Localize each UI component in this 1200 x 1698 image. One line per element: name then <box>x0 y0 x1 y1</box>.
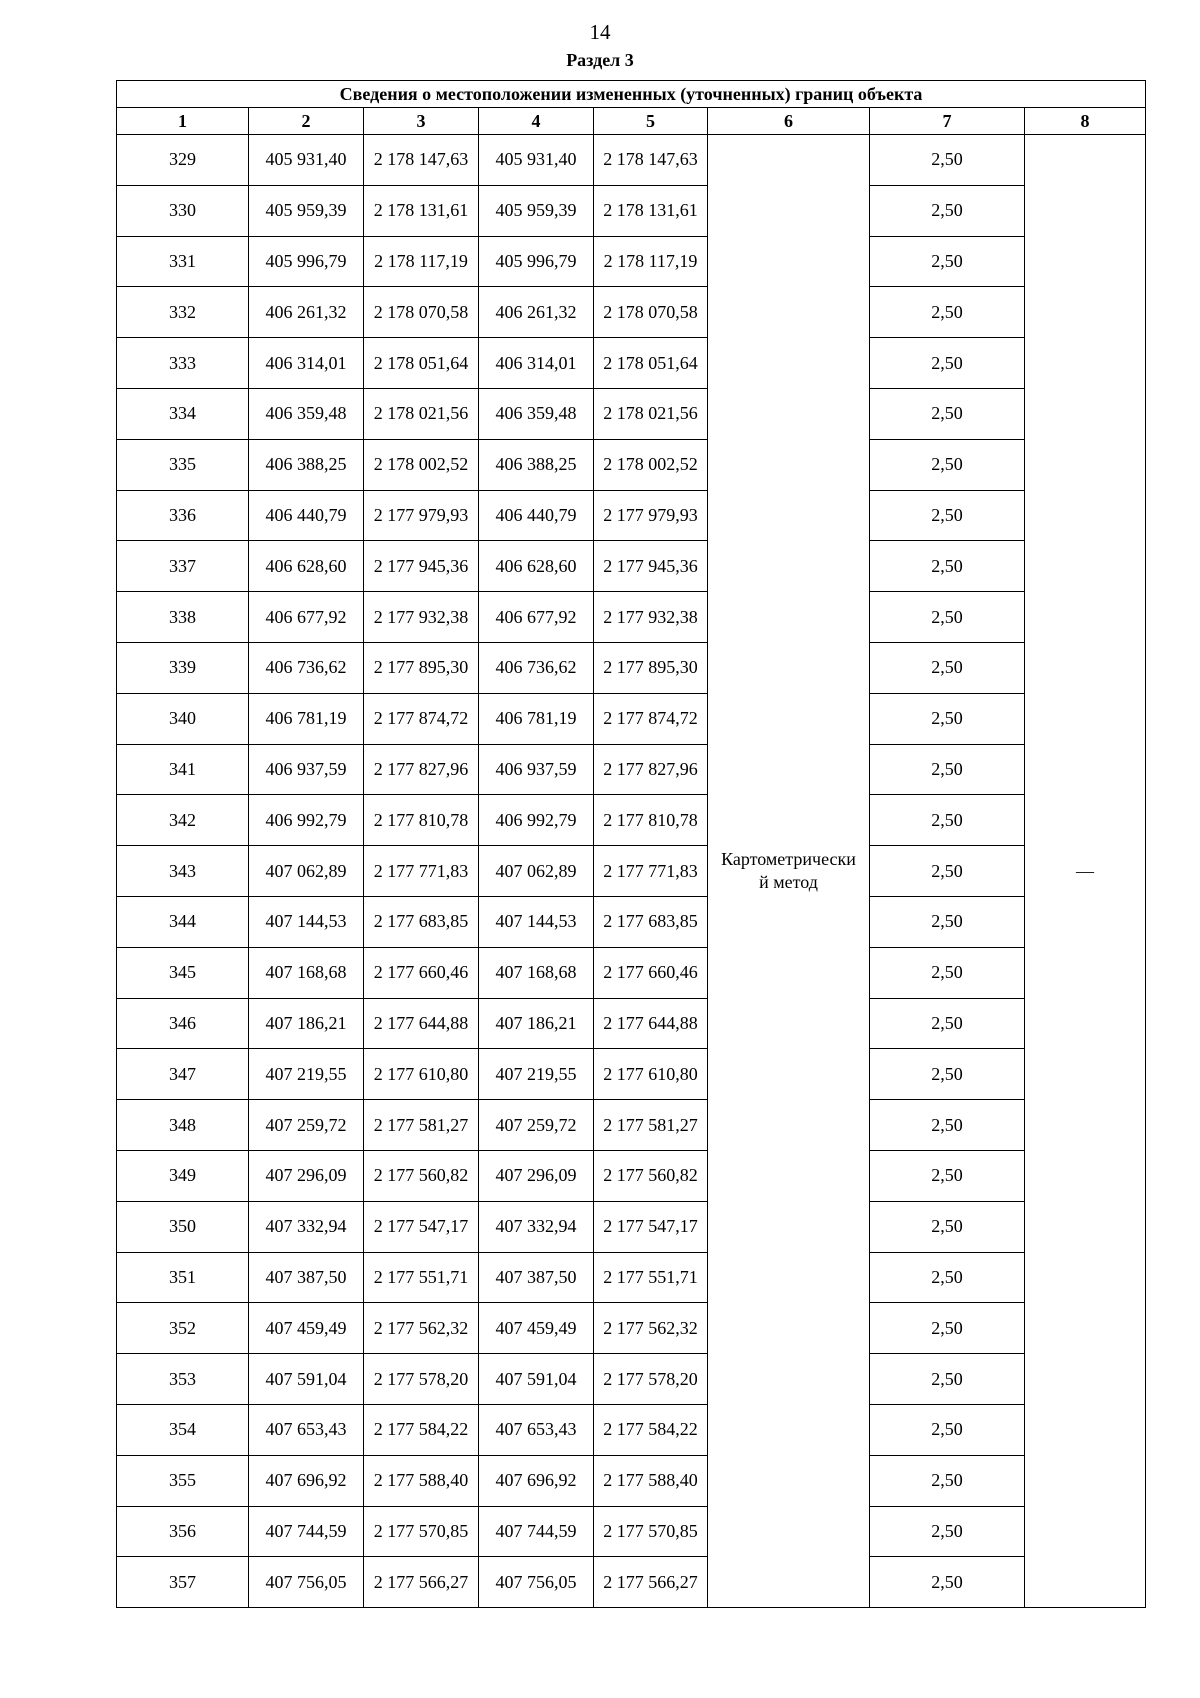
point-number-cell: 341 <box>117 744 249 795</box>
accuracy-cell: 2,50 <box>870 1557 1025 1608</box>
new-x-cell: 407 387,50 <box>479 1252 594 1303</box>
old-x-cell: 407 591,04 <box>249 1354 364 1405</box>
column-number-4: 4 <box>479 108 594 135</box>
new-y-cell: 2 178 021,56 <box>594 388 708 439</box>
new-y-cell: 2 178 051,64 <box>594 338 708 389</box>
new-x-cell: 406 992,79 <box>479 795 594 846</box>
accuracy-cell: 2,50 <box>870 947 1025 998</box>
new-x-cell: 407 186,21 <box>479 998 594 1049</box>
old-y-cell: 2 177 547,17 <box>364 1201 479 1252</box>
column-number-7: 7 <box>870 108 1025 135</box>
page-number: 14 <box>589 20 611 44</box>
table-row <box>117 1100 1146 1151</box>
new-y-cell: 2 177 932,38 <box>594 592 708 643</box>
point-number-cell: 357 <box>117 1557 249 1608</box>
old-y-cell: 2 177 660,46 <box>364 947 479 998</box>
new-x-cell: 406 781,19 <box>479 693 594 744</box>
old-y-cell: 2 178 131,61 <box>364 185 479 236</box>
old-x-cell: 406 388,25 <box>249 439 364 490</box>
table-row <box>117 795 1146 846</box>
new-x-cell: 405 959,39 <box>479 185 594 236</box>
point-number-cell: 332 <box>117 287 249 338</box>
old-y-cell: 2 177 644,88 <box>364 998 479 1049</box>
old-y-cell: 2 177 874,72 <box>364 693 479 744</box>
method-text-line2: й метод <box>759 872 818 893</box>
old-y-cell: 2 177 683,85 <box>364 896 479 947</box>
table-row <box>117 1303 1146 1354</box>
old-x-cell: 407 259,72 <box>249 1100 364 1151</box>
new-y-cell: 2 178 117,19 <box>594 236 708 287</box>
new-x-cell: 406 677,92 <box>479 592 594 643</box>
section-title: Раздел 3 <box>566 50 634 70</box>
old-y-cell: 2 177 610,80 <box>364 1049 479 1100</box>
old-y-cell: 2 177 581,27 <box>364 1100 479 1151</box>
new-y-cell: 2 177 874,72 <box>594 693 708 744</box>
accuracy-cell: 2,50 <box>870 693 1025 744</box>
new-x-cell: 407 259,72 <box>479 1100 594 1151</box>
old-y-cell: 2 177 584,22 <box>364 1404 479 1455</box>
table-row <box>117 1557 1146 1608</box>
table-row <box>117 541 1146 592</box>
old-x-cell: 407 296,09 <box>249 1150 364 1201</box>
new-x-cell: 407 062,89 <box>479 846 594 897</box>
accuracy-cell: 2,50 <box>870 1100 1025 1151</box>
old-y-cell: 2 177 560,82 <box>364 1150 479 1201</box>
point-number-cell: 345 <box>117 947 249 998</box>
table-row <box>117 338 1146 389</box>
old-y-cell: 2 178 002,52 <box>364 439 479 490</box>
accuracy-cell: 2,50 <box>870 1049 1025 1100</box>
new-y-cell: 2 177 827,96 <box>594 744 708 795</box>
new-y-cell: 2 178 002,52 <box>594 439 708 490</box>
old-y-cell: 2 177 562,32 <box>364 1303 479 1354</box>
point-number-cell: 329 <box>117 135 249 186</box>
old-y-cell: 2 177 827,96 <box>364 744 479 795</box>
accuracy-cell: 2,50 <box>870 185 1025 236</box>
point-number-cell: 352 <box>117 1303 249 1354</box>
old-y-cell: 2 177 551,71 <box>364 1252 479 1303</box>
table-row <box>117 388 1146 439</box>
old-y-cell: 2 177 979,93 <box>364 490 479 541</box>
accuracy-cell: 2,50 <box>870 1252 1025 1303</box>
point-number-cell: 350 <box>117 1201 249 1252</box>
point-number-cell: 343 <box>117 846 249 897</box>
column-number-6: 6 <box>708 108 870 135</box>
accuracy-cell: 2,50 <box>870 1303 1025 1354</box>
old-y-cell: 2 178 070,58 <box>364 287 479 338</box>
new-x-cell: 407 332,94 <box>479 1201 594 1252</box>
old-y-cell: 2 178 021,56 <box>364 388 479 439</box>
table-row <box>117 287 1146 338</box>
new-y-cell: 2 177 979,93 <box>594 490 708 541</box>
table-row <box>117 592 1146 643</box>
table-row <box>117 1049 1146 1100</box>
new-y-cell: 2 177 584,22 <box>594 1404 708 1455</box>
old-y-cell: 2 177 810,78 <box>364 795 479 846</box>
old-y-cell: 2 178 117,19 <box>364 236 479 287</box>
new-x-cell: 406 736,62 <box>479 642 594 693</box>
new-x-cell: 407 144,53 <box>479 896 594 947</box>
old-x-cell: 405 959,39 <box>249 185 364 236</box>
new-y-cell: 2 177 566,27 <box>594 1557 708 1608</box>
point-number-cell: 339 <box>117 642 249 693</box>
new-x-cell: 407 219,55 <box>479 1049 594 1100</box>
point-number-cell: 346 <box>117 998 249 1049</box>
new-y-cell: 2 178 070,58 <box>594 287 708 338</box>
accuracy-cell: 2,50 <box>870 287 1025 338</box>
table-row <box>117 1201 1146 1252</box>
column-number-1: 1 <box>117 108 249 135</box>
old-x-cell: 407 168,68 <box>249 947 364 998</box>
accuracy-cell: 2,50 <box>870 388 1025 439</box>
new-x-cell: 406 440,79 <box>479 490 594 541</box>
new-y-cell: 2 177 588,40 <box>594 1455 708 1506</box>
new-y-cell: 2 178 147,63 <box>594 135 708 186</box>
accuracy-cell: 2,50 <box>870 236 1025 287</box>
coordinates-table <box>116 80 1146 1608</box>
old-x-cell: 407 186,21 <box>249 998 364 1049</box>
old-y-cell: 2 177 588,40 <box>364 1455 479 1506</box>
accuracy-cell: 2,50 <box>870 1455 1025 1506</box>
new-x-cell: 407 168,68 <box>479 947 594 998</box>
accuracy-cell: 2,50 <box>870 1201 1025 1252</box>
point-number-cell: 344 <box>117 896 249 947</box>
new-y-cell: 2 177 945,36 <box>594 541 708 592</box>
old-x-cell: 406 736,62 <box>249 642 364 693</box>
point-number-cell: 335 <box>117 439 249 490</box>
point-number-cell: 354 <box>117 1404 249 1455</box>
old-x-cell: 406 261,32 <box>249 287 364 338</box>
table-row <box>117 1354 1146 1405</box>
point-number-cell: 347 <box>117 1049 249 1100</box>
new-x-cell: 407 459,49 <box>479 1303 594 1354</box>
column-number-8: 8 <box>1025 108 1146 135</box>
old-x-cell: 407 062,89 <box>249 846 364 897</box>
old-x-cell: 407 459,49 <box>249 1303 364 1354</box>
accuracy-cell: 2,50 <box>870 642 1025 693</box>
table-row <box>117 1150 1146 1201</box>
old-y-cell: 2 177 771,83 <box>364 846 479 897</box>
new-x-cell: 407 591,04 <box>479 1354 594 1405</box>
old-x-cell: 406 314,01 <box>249 338 364 389</box>
new-y-cell: 2 177 644,88 <box>594 998 708 1049</box>
old-x-cell: 405 931,40 <box>249 135 364 186</box>
new-y-cell: 2 177 771,83 <box>594 846 708 897</box>
old-x-cell: 407 332,94 <box>249 1201 364 1252</box>
table-row <box>117 1506 1146 1557</box>
old-y-cell: 2 177 932,38 <box>364 592 479 643</box>
point-number-cell: 351 <box>117 1252 249 1303</box>
old-x-cell: 407 756,05 <box>249 1557 364 1608</box>
accuracy-cell: 2,50 <box>870 896 1025 947</box>
new-x-cell: 406 937,59 <box>479 744 594 795</box>
method-cell <box>708 135 870 1608</box>
new-x-cell: 407 756,05 <box>479 1557 594 1608</box>
new-y-cell: 2 177 562,32 <box>594 1303 708 1354</box>
accuracy-cell: 2,50 <box>870 541 1025 592</box>
table-body <box>117 135 1146 1608</box>
old-x-cell: 406 937,59 <box>249 744 364 795</box>
old-x-cell: 407 387,50 <box>249 1252 364 1303</box>
new-y-cell: 2 177 683,85 <box>594 896 708 947</box>
accuracy-cell: 2,50 <box>870 439 1025 490</box>
table-row <box>117 998 1146 1049</box>
new-y-cell: 2 177 560,82 <box>594 1150 708 1201</box>
point-number-cell: 337 <box>117 541 249 592</box>
column-number-5: 5 <box>594 108 708 135</box>
point-number-cell: 330 <box>117 185 249 236</box>
new-x-cell: 405 996,79 <box>479 236 594 287</box>
accuracy-cell: 2,50 <box>870 1404 1025 1455</box>
new-y-cell: 2 177 660,46 <box>594 947 708 998</box>
old-y-cell: 2 177 566,27 <box>364 1557 479 1608</box>
new-x-cell: 407 296,09 <box>479 1150 594 1201</box>
table-row <box>117 1404 1146 1455</box>
old-x-cell: 406 992,79 <box>249 795 364 846</box>
column-number-row <box>117 108 1146 135</box>
old-x-cell: 407 744,59 <box>249 1506 364 1557</box>
accuracy-cell: 2,50 <box>870 135 1025 186</box>
old-x-cell: 406 781,19 <box>249 693 364 744</box>
accuracy-cell: 2,50 <box>870 1150 1025 1201</box>
new-y-cell: 2 177 551,71 <box>594 1252 708 1303</box>
table-caption: Сведения о местоположении измененных (уточненных) границ объекта <box>117 81 1146 108</box>
old-x-cell: 407 696,92 <box>249 1455 364 1506</box>
new-y-cell: 2 178 131,61 <box>594 185 708 236</box>
point-number-cell: 353 <box>117 1354 249 1405</box>
new-y-cell: 2 177 610,80 <box>594 1049 708 1100</box>
accuracy-cell: 2,50 <box>870 846 1025 897</box>
point-number-cell: 356 <box>117 1506 249 1557</box>
accuracy-cell: 2,50 <box>870 795 1025 846</box>
old-x-cell: 406 628,60 <box>249 541 364 592</box>
new-y-cell: 2 177 581,27 <box>594 1100 708 1151</box>
table-row <box>117 1252 1146 1303</box>
new-x-cell: 406 314,01 <box>479 338 594 389</box>
table-row <box>117 642 1146 693</box>
table-row <box>117 1455 1146 1506</box>
table-row <box>117 439 1146 490</box>
table-row <box>117 693 1146 744</box>
old-y-cell: 2 177 578,20 <box>364 1354 479 1405</box>
old-x-cell: 406 440,79 <box>249 490 364 541</box>
new-x-cell: 406 359,48 <box>479 388 594 439</box>
table-caption-row <box>117 81 1146 108</box>
old-y-cell: 2 177 570,85 <box>364 1506 479 1557</box>
table-row <box>117 744 1146 795</box>
point-number-cell: 336 <box>117 490 249 541</box>
new-y-cell: 2 177 578,20 <box>594 1354 708 1405</box>
method-text-line1: Картометрически <box>721 849 856 870</box>
table-row <box>117 185 1146 236</box>
point-number-cell: 331 <box>117 236 249 287</box>
new-y-cell: 2 177 895,30 <box>594 642 708 693</box>
old-y-cell: 2 177 945,36 <box>364 541 479 592</box>
new-x-cell: 406 261,32 <box>479 287 594 338</box>
new-x-cell: 406 388,25 <box>479 439 594 490</box>
old-x-cell: 406 359,48 <box>249 388 364 439</box>
new-y-cell: 2 177 547,17 <box>594 1201 708 1252</box>
accuracy-cell: 2,50 <box>870 1354 1025 1405</box>
old-y-cell: 2 178 051,64 <box>364 338 479 389</box>
table-row <box>117 490 1146 541</box>
point-number-cell: 342 <box>117 795 249 846</box>
new-x-cell: 405 931,40 <box>479 135 594 186</box>
table-row <box>117 896 1146 947</box>
column-8-cell: — <box>1025 135 1146 1608</box>
point-number-cell: 338 <box>117 592 249 643</box>
old-x-cell: 405 996,79 <box>249 236 364 287</box>
point-number-cell: 340 <box>117 693 249 744</box>
table-row <box>117 236 1146 287</box>
point-number-cell: 333 <box>117 338 249 389</box>
old-y-cell: 2 178 147,63 <box>364 135 479 186</box>
table-row <box>117 135 1146 186</box>
column-number-3: 3 <box>364 108 479 135</box>
accuracy-cell: 2,50 <box>870 744 1025 795</box>
old-y-cell: 2 177 895,30 <box>364 642 479 693</box>
old-x-cell: 407 219,55 <box>249 1049 364 1100</box>
new-x-cell: 407 744,59 <box>479 1506 594 1557</box>
point-number-cell: 334 <box>117 388 249 439</box>
column-number-2: 2 <box>249 108 364 135</box>
point-number-cell: 349 <box>117 1150 249 1201</box>
new-x-cell: 407 696,92 <box>479 1455 594 1506</box>
accuracy-cell: 2,50 <box>870 1506 1025 1557</box>
old-x-cell: 406 677,92 <box>249 592 364 643</box>
new-x-cell: 407 653,43 <box>479 1404 594 1455</box>
new-x-cell: 406 628,60 <box>479 541 594 592</box>
new-y-cell: 2 177 570,85 <box>594 1506 708 1557</box>
table-row <box>117 846 1146 897</box>
old-x-cell: 407 653,43 <box>249 1404 364 1455</box>
accuracy-cell: 2,50 <box>870 490 1025 541</box>
accuracy-cell: 2,50 <box>870 592 1025 643</box>
accuracy-cell: 2,50 <box>870 998 1025 1049</box>
table-row <box>117 947 1146 998</box>
point-number-cell: 348 <box>117 1100 249 1151</box>
accuracy-cell: 2,50 <box>870 338 1025 389</box>
point-number-cell: 355 <box>117 1455 249 1506</box>
new-y-cell: 2 177 810,78 <box>594 795 708 846</box>
old-x-cell: 407 144,53 <box>249 896 364 947</box>
